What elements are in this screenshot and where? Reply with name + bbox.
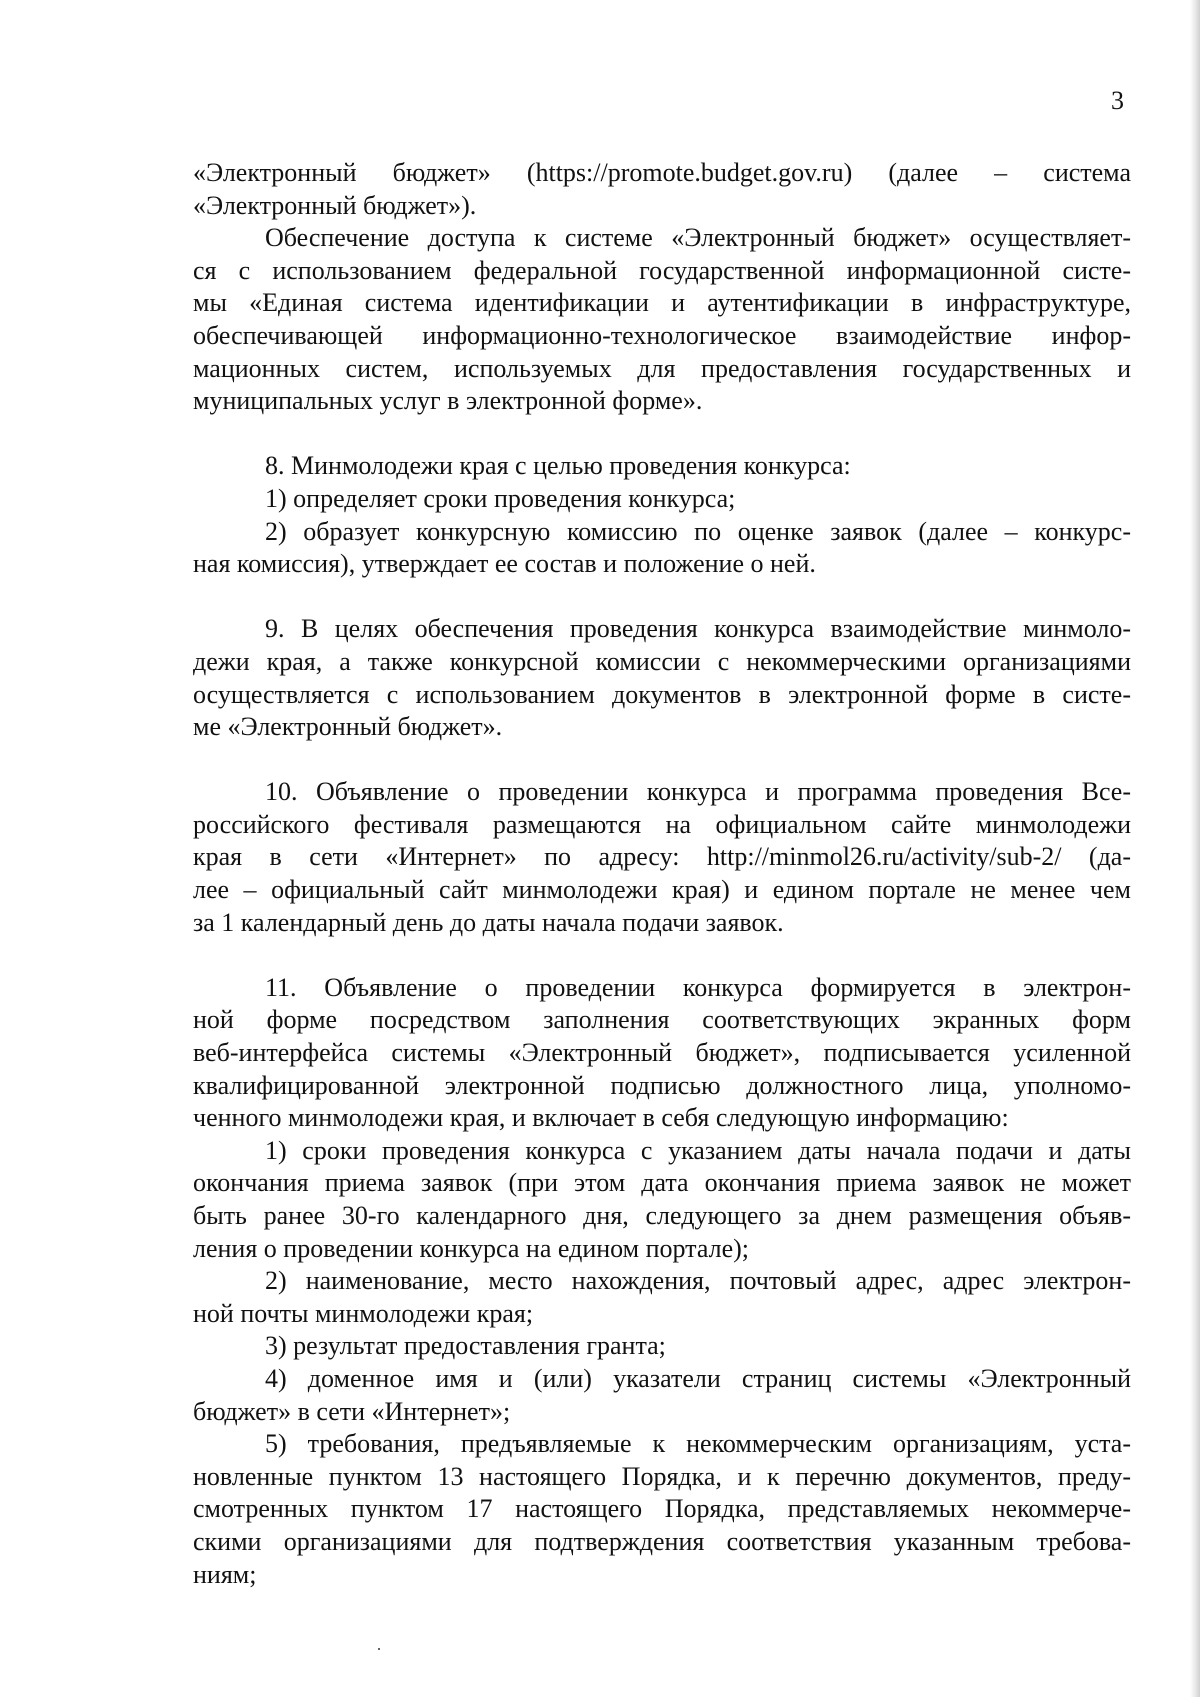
text-line: бюджет» в сети «Интернет»; <box>193 1396 511 1426</box>
text-line: российского фестиваля размещаются на официальном сайте минмолодежи <box>193 809 1131 839</box>
paragraph <box>193 157 1131 222</box>
text-line: 1) определяет сроки проведения конкурса; <box>265 483 736 513</box>
paragraph-gap <box>193 744 1131 777</box>
text-line: ной форме посредством заполнения соответствующих экранных форм <box>193 1005 1131 1035</box>
text-line: ся с использованием федеральной государственной информационной систе- <box>193 255 1131 285</box>
paragraph-gap <box>193 581 1131 614</box>
text-line: ления о проведении конкурса на едином портале); <box>193 1233 750 1263</box>
text-line: скими организациями для подтверждения соответствия указанным требова- <box>193 1526 1131 1556</box>
text-line: мы «Единая система идентификации и аутентификации в инфраструктуре, <box>193 288 1131 318</box>
paragraph <box>193 613 1131 743</box>
text-line: ной почты минмолодежи края; <box>193 1298 534 1328</box>
text-line: лее – официальный сайт минмолодежи края) и едином портале не менее чем <box>193 875 1131 905</box>
text-line: мационных систем, используемых для предоставления государственных и <box>193 353 1131 383</box>
paragraph <box>193 450 1131 580</box>
text-line: муниципальных услуг в электронной форме». <box>193 386 703 416</box>
document-body <box>193 157 1131 1591</box>
paragraph <box>193 972 1131 1591</box>
text-line: 11. Объявление о проведении конкурса формируется в электрон- <box>265 972 1131 1002</box>
text-line: окончания приема заявок (при этом дата окончания приема заявок не может <box>193 1168 1131 1198</box>
text-line: дежи края, а также конкурсной комиссии с некоммерческими организациями <box>193 646 1131 676</box>
text-line: 4) доменное имя и (или) указатели страниц системы «Электронный <box>265 1363 1131 1393</box>
paragraph-gap <box>193 939 1131 972</box>
text-line: 9. В целях обеспечения проведения конкурса взаимодействие минмоло- <box>265 614 1131 644</box>
text-line: смотренных пунктом 17 настоящего Порядка, представляемых некоммерче- <box>193 1494 1131 1524</box>
paragraph <box>193 776 1131 939</box>
text-line: квалифицированной электронной подписью должностного лица, уполномо- <box>193 1070 1131 1100</box>
text-line: Обеспечение доступа к системе «Электронный бюджет» осуществляет- <box>265 223 1131 253</box>
text-line: 2) наименование, место нахождения, почтовый адрес, адрес электрон- <box>265 1266 1131 1296</box>
paragraph-gap <box>193 418 1131 451</box>
text-line: края в сети «Интернет» по адресу: http://minmol26.ru/activity/sub-2/ (да- <box>193 842 1131 872</box>
text-line: ниям; <box>193 1559 257 1589</box>
paragraph <box>193 222 1131 418</box>
page-edge-shadow <box>1190 0 1200 1697</box>
text-line: 2) образует конкурсную комиссию по оценке заявок (далее – конкурс- <box>265 516 1131 546</box>
text-line: ченного минмолодежи края, и включает в себя следующую информацию: <box>193 1103 1009 1133</box>
text-line: 5) требования, предъявляемые к некоммерческим организациям, уста- <box>265 1429 1131 1459</box>
text-line: новленные пунктом 13 настоящего Порядка, и к перечню документов, преду- <box>193 1461 1131 1491</box>
text-line: обеспечивающей информационно-технологическое взаимодействие инфор- <box>193 320 1131 350</box>
text-line: за 1 календарный день до даты начала подачи заявок. <box>193 907 784 937</box>
text-line: «Электронный бюджет» (https://promote.budget.gov.ru) (далее – система <box>193 158 1131 187</box>
text-line: ме «Электронный бюджет». <box>193 712 503 742</box>
text-line: 3) результат предоставления гранта; <box>265 1331 666 1361</box>
text-line: 1) сроки проведения конкурса с указанием даты начала подачи и даты <box>265 1135 1131 1165</box>
text-line: быть ранее 30-го календарного дня, следующего за днем размещения объяв- <box>193 1201 1131 1230</box>
text-line: «Электронный бюджет»). <box>193 190 477 220</box>
scan-speck <box>378 1648 380 1650</box>
text-line: ная комиссия), утверждает ее состав и положение о ней. <box>193 549 816 579</box>
text-line: 10. Объявление о проведении конкурса и программа проведения Все- <box>265 777 1131 807</box>
text-line: осуществляется с использованием документов в электронной форме в систе- <box>193 679 1131 709</box>
text-line: веб-интерфейса системы «Электронный бюджет», подписывается усиленной <box>193 1038 1131 1068</box>
text-line: 8. Минмолодежи края с целью проведения конкурса: <box>265 451 851 481</box>
page-number: 3 <box>1111 86 1124 115</box>
